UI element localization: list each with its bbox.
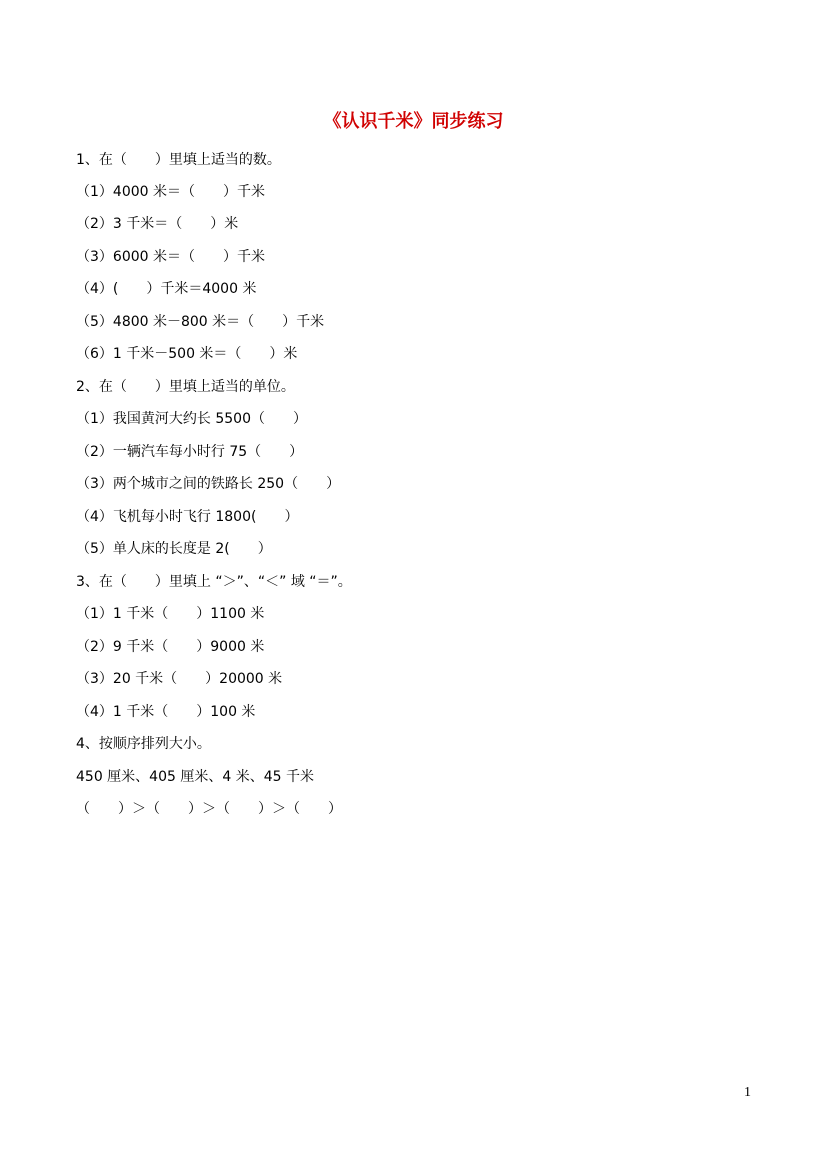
question-1-item-1: （1）4000 米＝（ ）千米 [76, 184, 265, 200]
question-3-item-2: （2）9 千米（ ）9000 米 [76, 639, 265, 655]
question-1-item-2: （2）3 千米＝（ ）米 [76, 216, 239, 232]
question-1-item-5: （5）4800 米－800 米＝（ ）千米 [76, 314, 325, 330]
document-title: 《认识千米》同步练习 [323, 111, 504, 132]
page-number: 1 [744, 1085, 751, 1100]
question-3-item-1: （1）1 千米（ ）1100 米 [76, 606, 265, 622]
question-3-heading: 3、在（ ）里填上 “＞”、“＜” 域 “＝”。 [76, 574, 352, 590]
question-2-item-3: （3）两个城市之间的铁路长 250（ ） [76, 476, 341, 492]
question-2-item-5: （5）单人床的长度是 2( ） [76, 541, 272, 557]
question-1-heading: 1、在（ ）里填上适当的数。 [76, 152, 281, 168]
question-2-item-4: （4）飞机每小时飞行 1800( ） [76, 509, 299, 525]
question-4-item-2: （ ）＞（ ）＞（ ）＞（ ） [76, 801, 342, 817]
question-1-item-3: （3）6000 米＝（ ）千米 [76, 249, 265, 265]
question-2-heading: 2、在（ ）里填上适当的单位。 [76, 379, 295, 395]
question-4-item-1: 450 厘米、405 厘米、4 米、45 千米 [76, 769, 314, 785]
question-4-heading: 4、按顺序排列大小。 [76, 736, 211, 752]
question-1-item-4: （4）( ）千米＝4000 米 [76, 281, 257, 297]
question-2-item-2: （2）一辆汽车每小时行 75（ ） [76, 444, 304, 460]
question-2-item-1: （1）我国黄河大约长 5500（ ） [76, 411, 307, 427]
question-3-item-4: （4）1 千米（ ）100 米 [76, 704, 256, 720]
question-1-item-6: （6）1 千米－500 米＝（ ）米 [76, 346, 298, 362]
question-3-item-3: （3）20 千米（ ）20000 米 [76, 671, 283, 687]
